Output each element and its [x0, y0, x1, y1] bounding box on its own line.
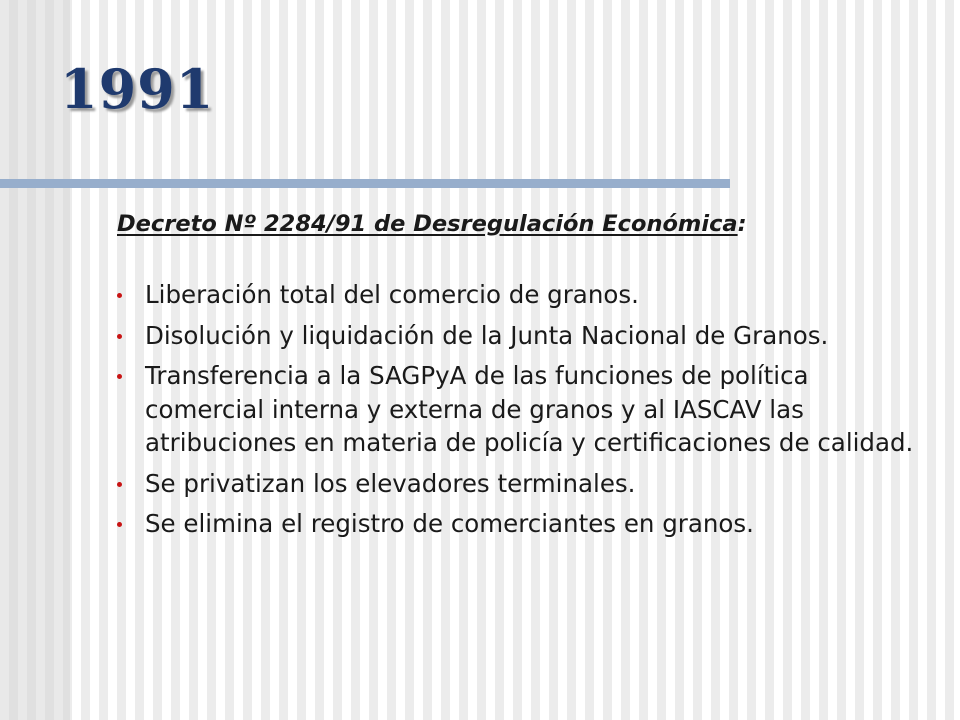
title-divider: [0, 179, 730, 188]
bullet-item: [117, 507, 927, 541]
bullet-dot-icon: [117, 374, 122, 379]
bullet-dot-icon: [117, 522, 122, 527]
bullet-dot-icon: [117, 334, 122, 339]
slide-title: 1991: [60, 57, 215, 121]
bullet-text: Transferencia a la SAGPyA de las funciones de política comercial interna y externa de granos y al IASCAV las atribuciones en materia de policía y certificaciones de calidad.: [145, 361, 914, 457]
decree-heading: [117, 206, 825, 242]
bullet-text: Se elimina el registro de comerciantes en granos.: [145, 509, 754, 538]
slide-content: [117, 206, 927, 548]
decree-heading-suffix: :: [737, 211, 747, 237]
bullet-text: Liberación total del comercio de granos.: [145, 280, 639, 309]
decree-heading-text: Decreto Nº 2284/91 de Desregulación Económica: [117, 211, 738, 237]
bullet-item: [117, 278, 927, 312]
bullet-text: Disolución y liquidación de la Junta Nacional de Granos.: [145, 320, 829, 350]
bullet-dot-icon: [117, 482, 122, 487]
bullet-list: [117, 278, 927, 541]
bullet-item: [117, 319, 927, 353]
bullet-dot-icon: [117, 293, 122, 298]
bullet-item: [117, 467, 927, 501]
bullet-text: Se privatizan los elevadores terminales.: [145, 468, 636, 498]
bullet-item: [117, 359, 927, 460]
